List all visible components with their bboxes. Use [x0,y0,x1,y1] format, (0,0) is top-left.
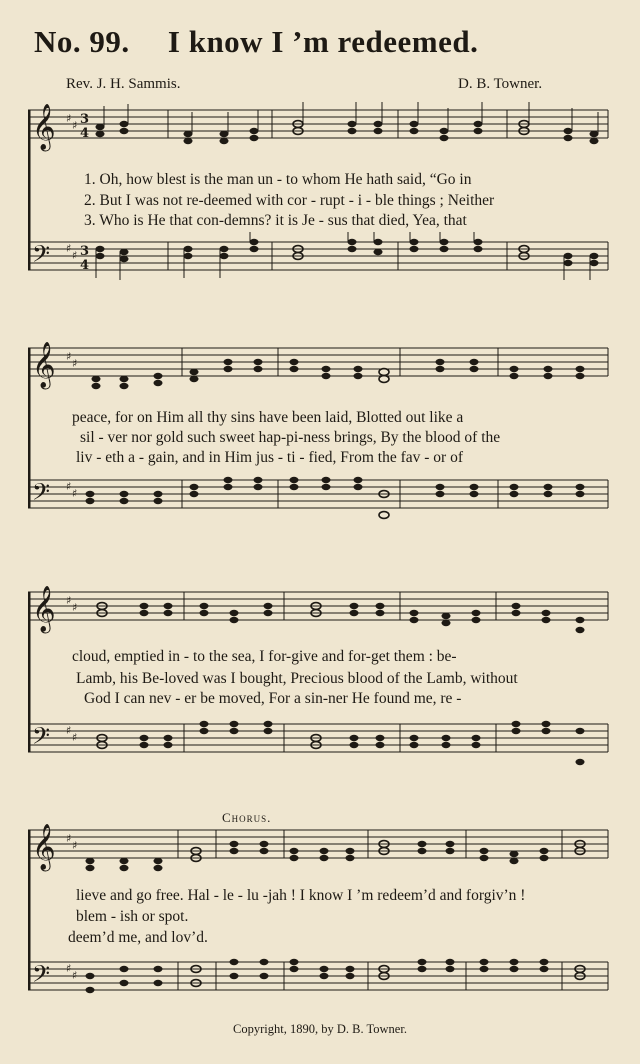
lyric-line-2-1: peace, for on Him all thy sins have been laid, Blotted out like a [72,409,464,426]
lyric-line-2-2: sil - ver nor gold such sweet hap-pi-ness brings, By the blood of the [80,429,501,446]
svg-text:♯: ♯ [72,119,78,132]
svg-text:𝄞: 𝄞 [32,104,56,150]
svg-text:♯: ♯ [72,357,78,370]
svg-text:𝄞: 𝄞 [32,824,56,870]
lyric-line-1-2: 2. But I was not re-deemed with cor - rupt - i - ble things ; Neither [84,192,495,209]
svg-text:𝄢: 𝄢 [32,478,51,511]
svg-text:♯: ♯ [66,350,72,363]
svg-text:♯: ♯ [72,249,78,262]
svg-text:♯: ♯ [66,480,72,493]
lyric-line-3-3: God I can nev - er be moved, For a sin-ner He found me, re - [84,690,462,707]
hymn-number: No. 99. [34,24,130,59]
lyric-line-4-1: lieve and go free. Hal - le - lu -jah ! I know I ’m redeem’d and forgiv’n ! [76,887,526,904]
svg-text:♯: ♯ [66,724,72,737]
copyright-notice: Copyright, 1890, by D. B. Towner. [233,1022,407,1036]
svg-text:𝄢: 𝄢 [32,960,51,993]
svg-text:4: 4 [80,258,90,273]
lyric-line-4-2: blem - ish or spot. [76,908,189,925]
svg-text:𝄞: 𝄞 [32,342,56,388]
lyric-line-4-3: deem’d me, and lov’d. [68,929,208,946]
svg-text:𝄞: 𝄞 [32,586,56,632]
svg-text:𝄢: 𝄢 [32,722,51,755]
svg-text:♯: ♯ [72,839,78,852]
composer-credit: D. B. Towner. [458,76,543,92]
svg-text:4: 4 [80,126,90,141]
svg-text:♯: ♯ [72,731,78,744]
hymn-title: I know I ’m redeemed. [167,24,479,59]
lyric-line-1-1: 1. Oh, how blest is the man un - to whom He hath said, “Go in [84,171,472,188]
svg-text:3: 3 [80,244,90,259]
svg-text:3: 3 [80,112,90,127]
svg-text:♯: ♯ [72,969,78,982]
chorus-label: Chorus. [222,810,272,825]
lyric-line-2-3: liv - eth a - gain, and in Him jus - ti - fied, From the fav - or of [76,449,463,466]
svg-text:♯: ♯ [72,487,78,500]
svg-text:𝄢: 𝄢 [32,240,51,273]
svg-text:♯: ♯ [66,112,72,125]
svg-text:♯: ♯ [66,594,72,607]
lyric-line-3-1: cloud, emptied in - to the sea, I for-give and for-get them : be- [72,648,457,665]
lyric-line-3-2: Lamb, his Be-loved was I bought, Precious blood of the Lamb, without [76,670,518,687]
hymn-heading [34,24,634,60]
svg-text:♯: ♯ [72,601,78,614]
svg-text:♯: ♯ [66,832,72,845]
svg-text:♯: ♯ [66,962,72,975]
lyric-line-1-3: 3. Who is He that con-demns? it is Je - sus that died, Yea, that [84,212,467,229]
svg-text:♯: ♯ [66,242,72,255]
lyricist-credit: Rev. J. H. Sammis. [66,76,181,92]
